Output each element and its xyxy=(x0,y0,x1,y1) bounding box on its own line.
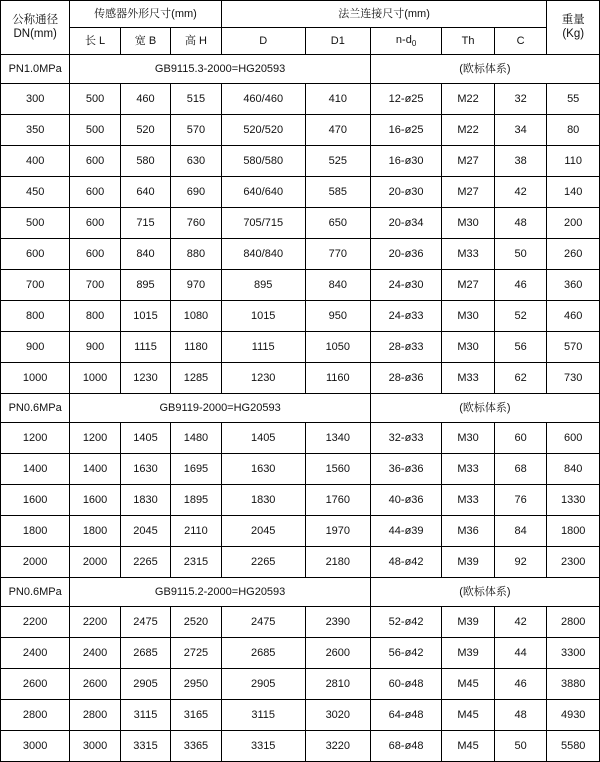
table-cell: 570 xyxy=(171,115,221,146)
table-row xyxy=(1,239,600,270)
section-header-row xyxy=(1,55,600,84)
table-cell: 4930 xyxy=(547,700,600,731)
table-cell: 770 xyxy=(305,239,370,270)
table-cell: 2600 xyxy=(1,669,70,700)
table-cell: 44-ø39 xyxy=(370,516,441,547)
header-weight xyxy=(547,1,600,55)
table-cell: 3315 xyxy=(221,731,305,762)
table-cell: 140 xyxy=(547,177,600,208)
table-cell: 800 xyxy=(70,301,120,332)
table-cell: 1400 xyxy=(70,454,120,485)
table-cell: 600 xyxy=(1,239,70,270)
table-row xyxy=(1,115,600,146)
table-cell: 20-ø30 xyxy=(370,177,441,208)
table-cell: 1895 xyxy=(171,485,221,516)
table-cell: 1600 xyxy=(70,485,120,516)
table-cell: 48 xyxy=(494,700,547,731)
table-cell: 60 xyxy=(494,423,547,454)
table-cell: 300 xyxy=(1,84,70,115)
table-cell: 600 xyxy=(70,239,120,270)
table-cell: 2800 xyxy=(1,700,70,731)
table-cell: 1830 xyxy=(221,485,305,516)
table-cell: 450 xyxy=(1,177,70,208)
table-cell: 1600 xyxy=(1,485,70,516)
table-cell: 500 xyxy=(70,84,120,115)
section-note: (欧标体系) xyxy=(370,55,599,84)
table-cell: 28-ø36 xyxy=(370,363,441,394)
table-cell: 690 xyxy=(171,177,221,208)
table-cell: 360 xyxy=(547,270,600,301)
table-cell: 2265 xyxy=(221,547,305,578)
header-col-c: C xyxy=(494,28,547,55)
header-dn-label: 公称通径 xyxy=(12,14,59,27)
header-col-n-d0-prefix: n-d xyxy=(395,33,412,46)
table-cell: M30 xyxy=(442,208,495,239)
section-pressure-rating: PN0.6MPa xyxy=(1,394,70,423)
header-col-n-d0-subscript: 0 xyxy=(411,39,417,48)
table-cell: 1285 xyxy=(171,363,221,394)
table-row xyxy=(1,638,600,669)
table-row xyxy=(1,363,600,394)
table-cell: 3220 xyxy=(305,731,370,762)
table-row xyxy=(1,607,600,638)
table-cell: M27 xyxy=(442,270,495,301)
table-cell: 5580 xyxy=(547,731,600,762)
table-cell: M39 xyxy=(442,547,495,578)
table-row xyxy=(1,177,600,208)
table-cell: 1015 xyxy=(120,301,170,332)
table-cell: 970 xyxy=(171,270,221,301)
section-note: (欧标体系) xyxy=(370,578,599,607)
table-cell: 840 xyxy=(120,239,170,270)
table-cell: 895 xyxy=(221,270,305,301)
header-group-row xyxy=(1,1,600,28)
table-cell: 80 xyxy=(547,115,600,146)
table-cell: 460/460 xyxy=(221,84,305,115)
table-cell: 460 xyxy=(120,84,170,115)
table-cell: 1800 xyxy=(1,516,70,547)
section-header-row xyxy=(1,578,600,607)
table-cell: 880 xyxy=(171,239,221,270)
table-cell: 16-ø30 xyxy=(370,146,441,177)
table-cell: M22 xyxy=(442,115,495,146)
table-cell: 20-ø34 xyxy=(370,208,441,239)
table-cell: 2800 xyxy=(70,700,120,731)
table-cell: 600 xyxy=(70,208,120,239)
table-cell: 42 xyxy=(494,607,547,638)
header-weight-label: 重量 xyxy=(561,14,585,27)
table-cell: 3315 xyxy=(120,731,170,762)
table-cell: M45 xyxy=(442,669,495,700)
table-cell: M33 xyxy=(442,239,495,270)
table-cell: 50 xyxy=(494,239,547,270)
table-cell: 900 xyxy=(70,332,120,363)
table-cell: 2685 xyxy=(120,638,170,669)
table-cell: 42 xyxy=(494,177,547,208)
table-cell: 2725 xyxy=(171,638,221,669)
table-cell: 760 xyxy=(171,208,221,239)
table-cell: 36-ø36 xyxy=(370,454,441,485)
table-cell: 50 xyxy=(494,731,547,762)
table-cell: M39 xyxy=(442,638,495,669)
table-cell: 62 xyxy=(494,363,547,394)
table-cell: 3365 xyxy=(171,731,221,762)
table-cell: 1000 xyxy=(1,363,70,394)
table-cell: M33 xyxy=(442,454,495,485)
table-cell: 2600 xyxy=(70,669,120,700)
table-cell: 1630 xyxy=(120,454,170,485)
table-cell: 1340 xyxy=(305,423,370,454)
table-cell: 32-ø33 xyxy=(370,423,441,454)
table-cell: 840 xyxy=(305,270,370,301)
table-row xyxy=(1,146,600,177)
table-cell: 2600 xyxy=(305,638,370,669)
table-cell: 2110 xyxy=(171,516,221,547)
table-cell: 68 xyxy=(494,454,547,485)
table-cell: 840 xyxy=(547,454,600,485)
table-cell: 84 xyxy=(494,516,547,547)
table-cell: 1200 xyxy=(70,423,120,454)
header-col-length: 长 L xyxy=(70,28,120,55)
table-cell: 400 xyxy=(1,146,70,177)
table-cell: 1405 xyxy=(120,423,170,454)
table-cell: 1560 xyxy=(305,454,370,485)
table-row xyxy=(1,516,600,547)
table-row xyxy=(1,270,600,301)
table-cell: 1800 xyxy=(547,516,600,547)
table-cell: 2200 xyxy=(70,607,120,638)
table-cell: 350 xyxy=(1,115,70,146)
table-cell: 76 xyxy=(494,485,547,516)
table-cell: 2520 xyxy=(171,607,221,638)
table-cell: 1080 xyxy=(171,301,221,332)
section-note: (欧标体系) xyxy=(370,394,599,423)
table-cell: 950 xyxy=(305,301,370,332)
table-cell: 2200 xyxy=(1,607,70,638)
table-cell: 200 xyxy=(547,208,600,239)
table-cell: 3000 xyxy=(70,731,120,762)
table-cell: 630 xyxy=(171,146,221,177)
table-cell: M45 xyxy=(442,731,495,762)
section-header-row xyxy=(1,394,600,423)
table-cell: 600 xyxy=(70,146,120,177)
table-cell: 705/715 xyxy=(221,208,305,239)
table-cell: 34 xyxy=(494,115,547,146)
table-cell: 1230 xyxy=(120,363,170,394)
table-cell: 1115 xyxy=(221,332,305,363)
table-cell: 2390 xyxy=(305,607,370,638)
header-column-row xyxy=(1,28,600,55)
table-cell: 650 xyxy=(305,208,370,239)
table-cell: 24-ø30 xyxy=(370,270,441,301)
table-cell: 3115 xyxy=(120,700,170,731)
table-cell: M22 xyxy=(442,84,495,115)
table-cell: 56-ø42 xyxy=(370,638,441,669)
table-cell: 900 xyxy=(1,332,70,363)
section-pressure-rating: PN1.0MPa xyxy=(1,55,70,84)
table-cell: 3000 xyxy=(1,731,70,762)
table-cell: M27 xyxy=(442,177,495,208)
table-cell: 38 xyxy=(494,146,547,177)
table-row xyxy=(1,332,600,363)
table-cell: 1695 xyxy=(171,454,221,485)
table-cell: 24-ø33 xyxy=(370,301,441,332)
table-cell: 580 xyxy=(120,146,170,177)
table-cell: 2045 xyxy=(120,516,170,547)
header-dn-unit: DN(mm) xyxy=(13,27,57,40)
table-cell: 410 xyxy=(305,84,370,115)
section-pressure-rating: PN0.6MPa xyxy=(1,578,70,607)
table-cell: 640/640 xyxy=(221,177,305,208)
table-cell: 895 xyxy=(120,270,170,301)
table-cell: 730 xyxy=(547,363,600,394)
table-cell: 12-ø25 xyxy=(370,84,441,115)
table-cell: 2180 xyxy=(305,547,370,578)
table-cell: 2315 xyxy=(171,547,221,578)
table-cell: 55 xyxy=(547,84,600,115)
table-cell: 2810 xyxy=(305,669,370,700)
table-cell: 515 xyxy=(171,84,221,115)
table-cell: 500 xyxy=(1,208,70,239)
header-sensor-dimensions: 传感器外形尺寸(mm) xyxy=(70,1,221,28)
table-cell: 1050 xyxy=(305,332,370,363)
table-cell: 16-ø25 xyxy=(370,115,441,146)
table-row xyxy=(1,669,600,700)
table-cell: 3165 xyxy=(171,700,221,731)
table-row xyxy=(1,485,600,516)
table-cell: 470 xyxy=(305,115,370,146)
table-cell: 3020 xyxy=(305,700,370,731)
table-cell: 1180 xyxy=(171,332,221,363)
table-cell: 56 xyxy=(494,332,547,363)
header-col-th: Th xyxy=(442,28,495,55)
table-cell: 92 xyxy=(494,547,547,578)
table-cell: 20-ø36 xyxy=(370,239,441,270)
table-cell: 52-ø42 xyxy=(370,607,441,638)
table-row xyxy=(1,731,600,762)
table-cell: 2045 xyxy=(221,516,305,547)
table-cell: 2800 xyxy=(547,607,600,638)
table-cell: 52 xyxy=(494,301,547,332)
table-cell: 1160 xyxy=(305,363,370,394)
table-row xyxy=(1,423,600,454)
table-cell: 2685 xyxy=(221,638,305,669)
table-cell: 840/840 xyxy=(221,239,305,270)
section-standard: GB9115.3-2000=HG20593 xyxy=(70,55,371,84)
table-cell: M45 xyxy=(442,700,495,731)
table-cell: 1800 xyxy=(70,516,120,547)
table-cell: 3115 xyxy=(221,700,305,731)
table-cell: 3300 xyxy=(547,638,600,669)
table-cell: 1480 xyxy=(171,423,221,454)
table-cell: 2400 xyxy=(70,638,120,669)
table-cell: 48 xyxy=(494,208,547,239)
table-cell: M36 xyxy=(442,516,495,547)
table-cell: M27 xyxy=(442,146,495,177)
header-col-d: D xyxy=(221,28,305,55)
table-cell: 1830 xyxy=(120,485,170,516)
header-col-d1: D1 xyxy=(305,28,370,55)
table-cell: 640 xyxy=(120,177,170,208)
table-cell: 40-ø36 xyxy=(370,485,441,516)
table-cell: 1970 xyxy=(305,516,370,547)
header-col-n-d0 xyxy=(370,28,441,55)
table-cell: M30 xyxy=(442,423,495,454)
table-cell: M30 xyxy=(442,332,495,363)
table-cell: 28-ø33 xyxy=(370,332,441,363)
table-cell: 2950 xyxy=(171,669,221,700)
table-row xyxy=(1,301,600,332)
table-cell: 110 xyxy=(547,146,600,177)
table-cell: 32 xyxy=(494,84,547,115)
table-cell: M30 xyxy=(442,301,495,332)
section-standard: GB9115.2-2000=HG20593 xyxy=(70,578,371,607)
table-cell: 46 xyxy=(494,669,547,700)
table-body xyxy=(1,1,600,762)
table-cell: 1000 xyxy=(70,363,120,394)
header-weight-unit: (Kg) xyxy=(562,27,585,40)
table-row xyxy=(1,208,600,239)
table-cell: 2400 xyxy=(1,638,70,669)
table-cell: 1200 xyxy=(1,423,70,454)
table-cell: 60-ø48 xyxy=(370,669,441,700)
table-cell: 1760 xyxy=(305,485,370,516)
header-col-width: 宽 B xyxy=(120,28,170,55)
table-row xyxy=(1,84,600,115)
table-cell: 520/520 xyxy=(221,115,305,146)
header-flange-dimensions: 法兰连接尺寸(mm) xyxy=(221,1,547,28)
table-cell: 1015 xyxy=(221,301,305,332)
table-cell: 700 xyxy=(1,270,70,301)
table-cell: 2905 xyxy=(221,669,305,700)
table-cell: 1115 xyxy=(120,332,170,363)
table-cell: M39 xyxy=(442,607,495,638)
table-cell: 2300 xyxy=(547,547,600,578)
table-cell: 600 xyxy=(547,423,600,454)
table-cell: 585 xyxy=(305,177,370,208)
table-cell: 64-ø48 xyxy=(370,700,441,731)
table-cell: 48-ø42 xyxy=(370,547,441,578)
table-cell: 2905 xyxy=(120,669,170,700)
table-cell: 2265 xyxy=(120,547,170,578)
table-cell: 715 xyxy=(120,208,170,239)
table-cell: 1330 xyxy=(547,485,600,516)
table-cell: 1630 xyxy=(221,454,305,485)
table-cell: 800 xyxy=(1,301,70,332)
table-cell: 68-ø48 xyxy=(370,731,441,762)
table-cell: 700 xyxy=(70,270,120,301)
table-cell: 1230 xyxy=(221,363,305,394)
table-cell: 1405 xyxy=(221,423,305,454)
table-row xyxy=(1,547,600,578)
table-cell: M33 xyxy=(442,485,495,516)
table-cell: 2475 xyxy=(120,607,170,638)
table-cell: 2000 xyxy=(1,547,70,578)
table-cell: 500 xyxy=(70,115,120,146)
table-cell: 580/580 xyxy=(221,146,305,177)
table-cell: 44 xyxy=(494,638,547,669)
table-cell: 570 xyxy=(547,332,600,363)
table-row xyxy=(1,700,600,731)
table-row xyxy=(1,454,600,485)
header-dn xyxy=(1,1,70,55)
table-cell: 2475 xyxy=(221,607,305,638)
table-cell: 600 xyxy=(70,177,120,208)
table-cell: 1400 xyxy=(1,454,70,485)
table-cell: 3880 xyxy=(547,669,600,700)
table-cell: 2000 xyxy=(70,547,120,578)
table-cell: 460 xyxy=(547,301,600,332)
table-cell: M33 xyxy=(442,363,495,394)
header-col-height: 高 H xyxy=(171,28,221,55)
section-standard: GB9119-2000=HG20593 xyxy=(70,394,371,423)
table-cell: 260 xyxy=(547,239,600,270)
table-cell: 46 xyxy=(494,270,547,301)
table-cell: 520 xyxy=(120,115,170,146)
table-cell: 525 xyxy=(305,146,370,177)
